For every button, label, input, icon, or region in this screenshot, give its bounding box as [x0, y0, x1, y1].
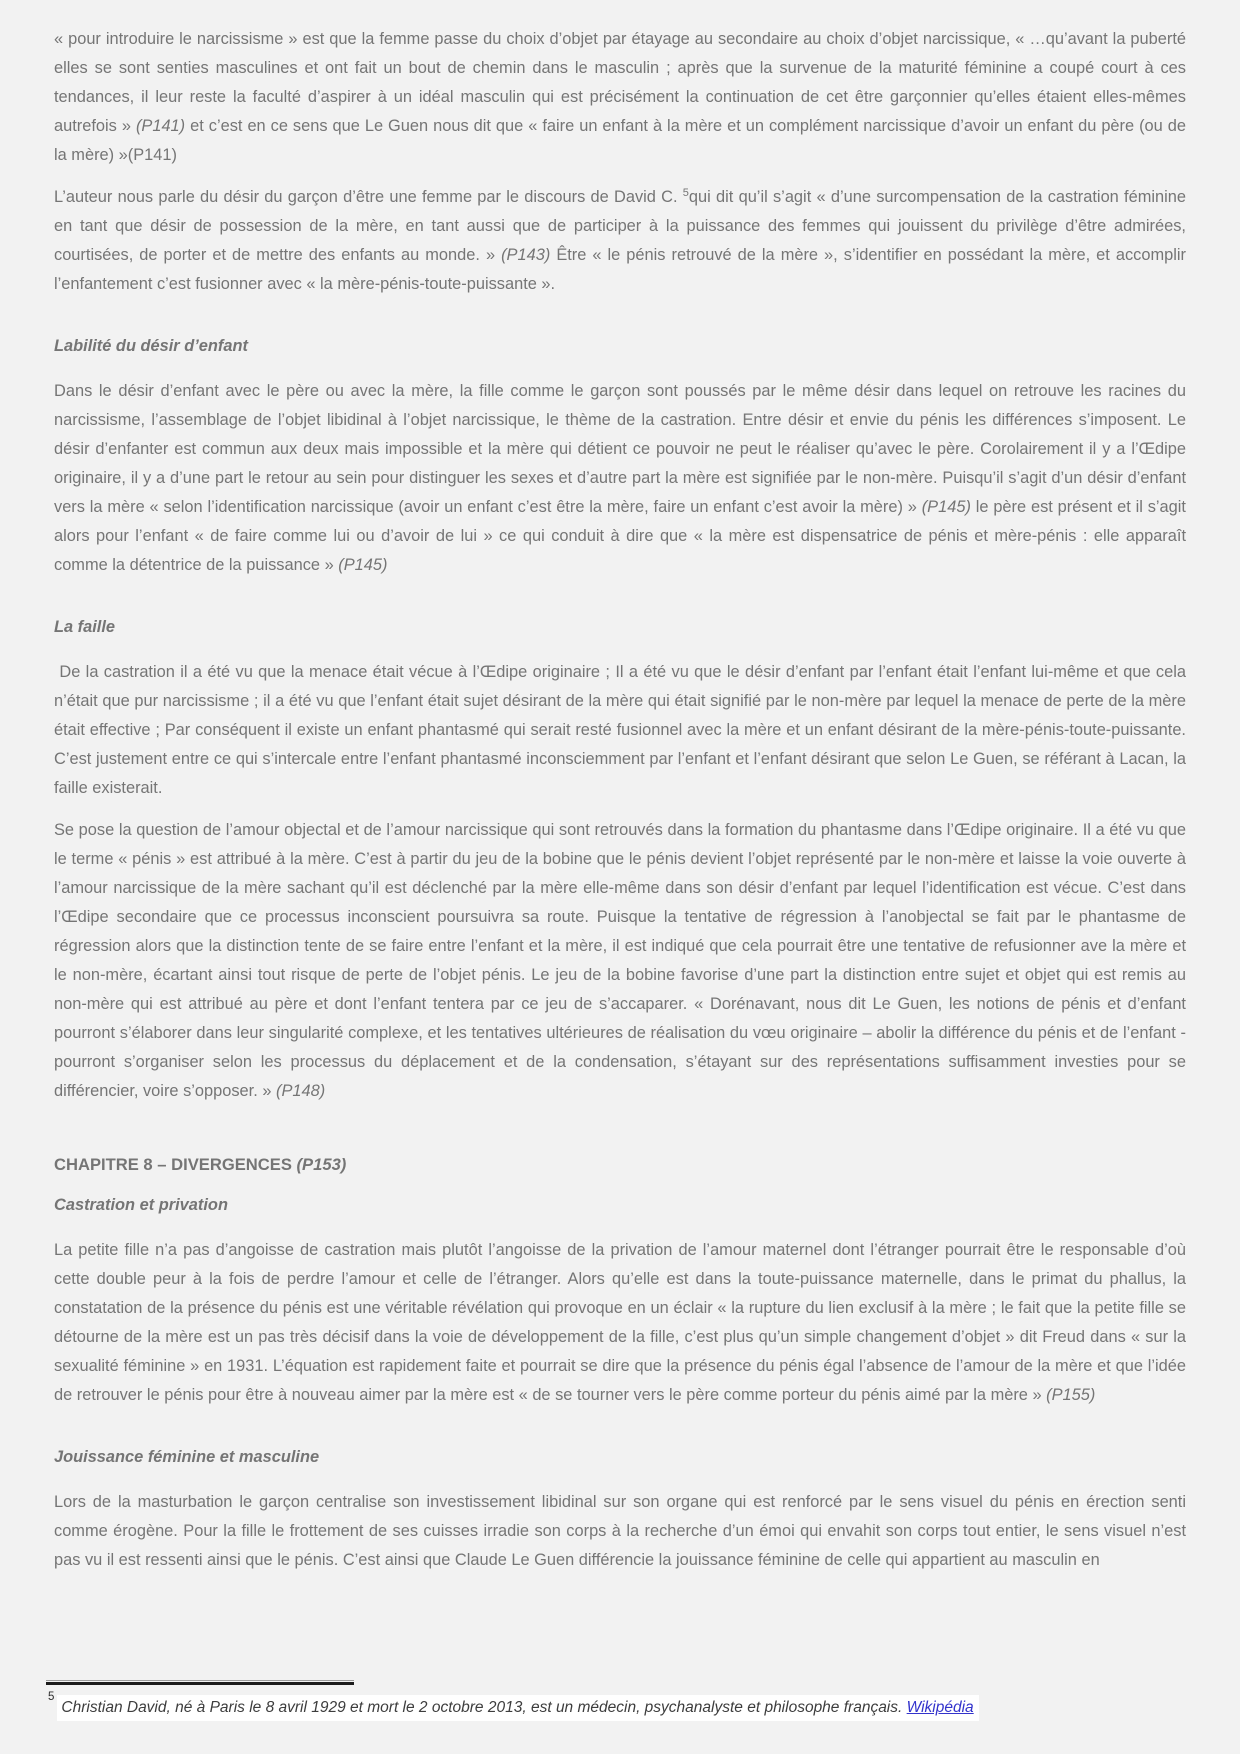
paragraph-5 [54, 816, 1186, 1106]
text-run: le père est présent et il s’agit alors pour l’enfant « de faire comme lui ou d’avoir de lui » ce qui conduit à dire que « la mère est dispensatrice de pénis et mère-pénis : elle apparaît comme la détentrice de la puissance » [54, 498, 1186, 574]
text-run: « pour introduire le narcissisme » est que la femme passe du choix d’objet par étayage au secondaire au choix d’objet narcissique, « …qu’avant la puberté elles se sont senties masculines et ont fait un bout de chemin dans le masculin ; après que la survenue de la maturité féminine a coupé court à ces tendances, il leur reste la faculté d’aspirer à un idéal masculin qui est précisément la continuation de cet être garçonnier qu’elles étaient elles-mêmes autrefois » [54, 30, 1186, 135]
paragraph-1 [54, 25, 1186, 170]
text-run: Dans le désir d’enfant avec le père ou avec la mère, la fille comme le garçon sont poussés par le même désir dans lequel on retrouve les racines du narcissisme, l’assemblage de l’objet libidinal à l’objet narcissique, le thème de la castration. Entre désir et envie du pénis les différences s’imposent. Le désir d’enfanter est commun aux deux mais impossible et la mère qui détient ce pouvoir ne peut le réaliser qu’avec le père. Corolairement il y a l’Œdipe originaire, il y a d’une part le retour au sein pour distinguer les sexes et d’autre part la mère est signifiée par le non-mère. Puisqu’il s’agit d’un désir d’enfant vers la mère « selon l’identification narcissique (avoir un enfant c’est être la mère, faire un enfant c’est avoir la mère) » [54, 382, 1186, 516]
footnote [48, 1690, 1186, 1721]
paragraph-3 [54, 377, 1186, 580]
text-run: qui dit qu’il s’agit « d’une surcompensation de la castration féminine en tant que désir de possession de la mère, en tant aussi que de participer à la puissance des femmes qui jouissent du privilège d’être admirées, courtisées, de porter et de mettre des enfants au monde. » [54, 188, 1186, 264]
footnote-area [46, 1680, 1186, 1721]
page-ref: (P145) [338, 556, 388, 574]
chapter-heading [54, 1150, 1186, 1179]
section-heading-la-faille: La faille [54, 618, 116, 636]
page-ref: (P145) [921, 498, 971, 516]
document-body [54, 25, 1186, 1588]
page-ref: (P153) [296, 1155, 347, 1174]
footnote-text: Christian David, né à Paris le 8 avril 1929 et mort le 2 octobre 2013, est un médecin, psychanalyste et philosophe français. [61, 1699, 907, 1716]
section-heading-labilite: Labilité du désir d’enfant [54, 337, 248, 355]
paragraph-2 [54, 183, 1186, 299]
page-ref: (P148) [276, 1082, 326, 1100]
footnote-highlight [57, 1695, 978, 1721]
text-run: Être « le pénis retrouvé de la mère », s’identifier en possédant la mère, et accomplir l’enfantement c’est fusionner avec « la mère-pénis-toute-puissante ». [54, 246, 1186, 293]
text-run: De la castration il a été vu que la menace était vécue à l’Œdipe originaire ; Il a été vu que le désir d’enfant par l’enfant était l’enfant lui-même et que cela n’était que pur narcissisme ; il a été vu que l’enfant était sujet désirant de la mère qui était signifié par le non-mère par lequel la menace de perte de la mère était effective ; Par conséquent il existe un enfant phantasmé qui serait resté fusionnel avec la mère et un enfant désirant de la mère-pénis-toute-puissante. C’est justement entre ce qui s’intercale entre l’enfant phantasmé inconsciemment par l’enfant et l’enfant désirant que selon Le Guen, se référant à Lacan, la faille existerait. [54, 663, 1186, 797]
text-run: et c’est en ce sens que Le Guen nous dit que « faire un enfant à la mère et un complément narcissique d’avoir un enfant du père (ou de la mère) »(P141) [54, 117, 1186, 164]
text-run: La petite fille n’a pas d’angoisse de castration mais plutôt l’angoisse de la privation de l’amour maternel dont l’étranger pourrait être le responsable d’où cette double peur à la fois de perdre l’amour et celle de l’étranger. Alors qu’elle est dans la toute-puissance maternelle, dans le primat du phallus, la constatation de la présence du pénis est une véritable révélation qui provoque en un éclair « la rupture du lien exclusif à la mère ; le fait que la petite fille se détourne de la mère est un pas très décisif dans la voie de développement de la fille, c’est plus qu’un simple changement d’objet » dit Freud dans « sur la sexualité féminine » en 1931. L’équation est rapidement faite et pourrait se dire que la présence du pénis égal l’absence de l’amour de la mère et que l’idée de retrouver le pénis pour être à nouveau aimer par la mère est « de se tourner vers le père comme porteur du pénis aimé par la mère » [54, 1241, 1186, 1404]
chapter-title: CHAPITRE 8 – DIVERGENCES [54, 1155, 297, 1174]
paragraph-4 [54, 658, 1186, 803]
text-run: L’auteur nous parle du désir du garçon d’être une femme par le discours de David C. [54, 188, 683, 206]
page-ref: (P143) [501, 246, 551, 264]
text-run: Lors de la masturbation le garçon centralise son investissement libidinal sur son organe qui est renforcé par le sens visuel du pénis en érection senti comme érogène. Pour la fille le frottement de ses cuisses irradie son corps à la recherche d’un émoi qui envahit son corps tout entier, le sens visuel n’est pas vu il est ressenti ainsi que le pénis. C’est ainsi que Claude Le Guen différencie la jouissance féminine de celle qui appartient au masculin en [54, 1493, 1186, 1569]
footnote-separator [46, 1680, 354, 1685]
section-heading-jouissance: Jouissance féminine et masculine [54, 1448, 320, 1466]
page-ref: (P155) [1046, 1386, 1096, 1404]
paragraph-7 [54, 1488, 1186, 1575]
page-ref: (P141) [135, 117, 186, 135]
text-run: Se pose la question de l’amour objectal et de l’amour narcissique qui sont retrouvés dans la formation du phantasme dans l’Œdipe originaire. Il a été vu que le terme « pénis » est attribué à la mère. C’est à partir du jeu de la bobine que le pénis devient l’objet représenté par le non-mère et laisse la voie ouverte à l’amour narcissique de la mère sachant qu’il est déclenché par la mère elle-même dans son désir d’enfant par lequel l’identification est vécue. C’est dans l’Œdipe secondaire que ce processus inconscient poursuivra sa route. Puisque la tentative de régression à l’anobjectal se fait par le phantasme de régression alors que la distinction tente de se faire entre l’enfant et la mère, il est indiqué que cela pourrait être une tentative de refusionner ave la mère et le non-mère, écartant ainsi tout risque de perte de l’objet pénis. Le jeu de la bobine favorise d’une part la distinction entre sujet et objet qui est remis au non-mère qui est attribué au père et dont l’enfant tentera par ce jeu de s’accaparer. « Dorénavant, nous dit Le Guen, les notions de pénis et d’enfant pourront s’élaborer dans leur singularité complexe, et les tentatives ultérieures de réalisation du vœu originaire – abolir la différence du pénis et de l’enfant - pourront s’organiser selon les processus du déplacement et de la condensation, s’étayant sur des représentations suffisamment investies pour se différencier, voire s’opposer. » [54, 821, 1186, 1100]
wikipedia-link[interactable]: Wikipédia [906, 1699, 974, 1716]
footnote-number: 5 [48, 1690, 55, 1703]
footnote-separator-line-thin [46, 1680, 354, 1681]
paragraph-6 [54, 1236, 1186, 1410]
section-heading-castration: Castration et privation [54, 1196, 228, 1214]
footnote-marker: 5 [682, 187, 689, 199]
footnote-separator-line-thick [46, 1682, 354, 1685]
